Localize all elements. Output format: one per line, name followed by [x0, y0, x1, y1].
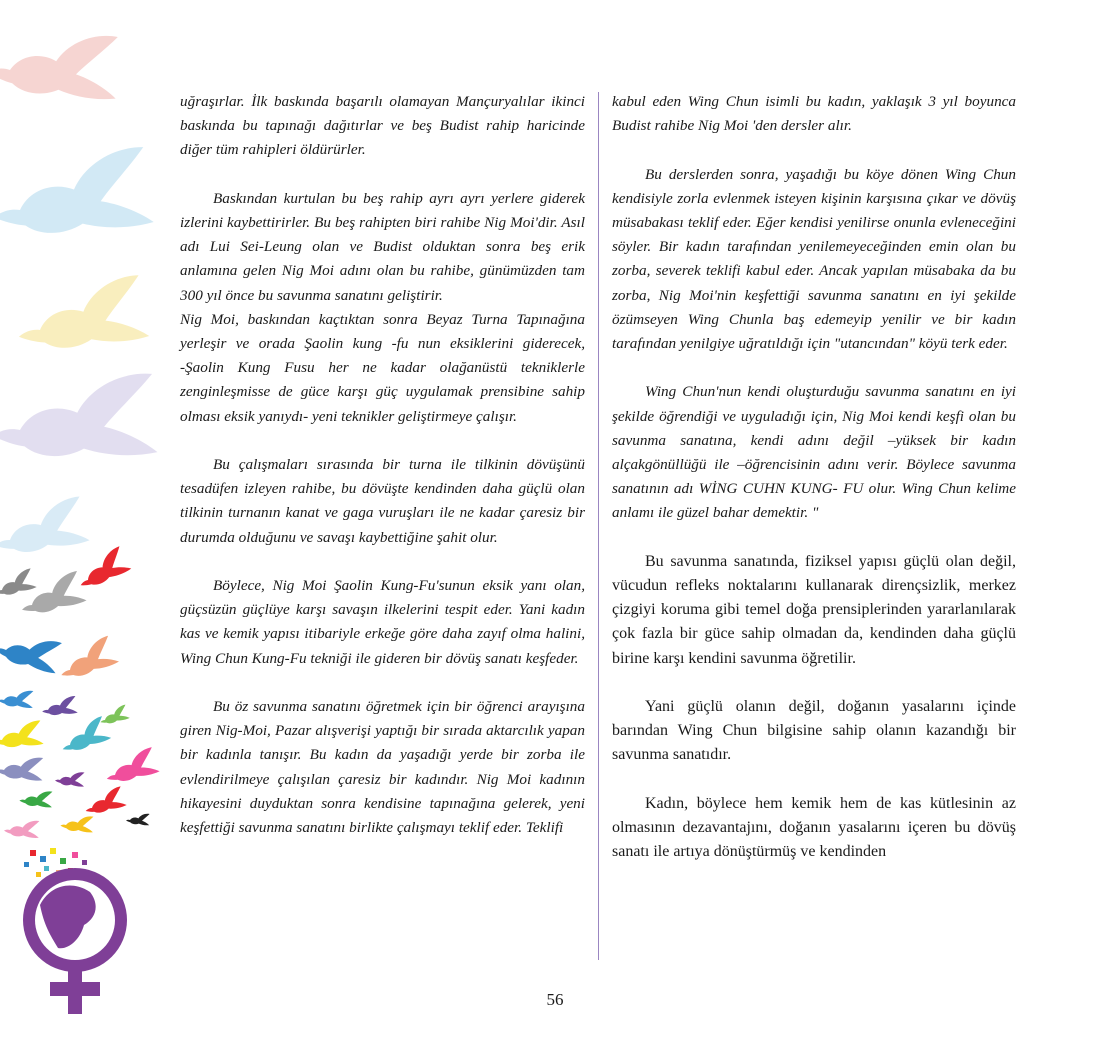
dove-icon [0, 36, 118, 99]
right-column [612, 90, 1016, 864]
paragraph: Bu öz savunma sanatını öğretmek için bir öğrenci arayışına giren Nig-Moi, Pazar alışverişi yaptığı bir sırada aktarcılık yapan bir kadınla tanışır. Bu kadın da yaşadığı yerde bir zorba ile evlendirilmeye çalışılan çaresiz bir kadındır. Nig Moi kadının hikayesini duyduktan sonra kendisine tapınağına gelerek, yeni keşfettiği savunma sanatını birlikte çalışmayı teklif eder. Teklifi [180, 698, 585, 837]
paragraph: Yani güçlü olanın değil, doğanın yasalarını içinde barından Wing Chun bilgisine sahip olanın kazandığı bir savunma sanatıdır. [612, 698, 1016, 764]
dove-icon [19, 791, 52, 807]
dove-icon [126, 814, 150, 826]
dove-icon [54, 635, 120, 686]
paragraph: kabul eden Wing Chun isimli bu kadın, yaklaşık 3 yıl boyunca Budist rahibe Nig Moi 'den dersler alır. [612, 93, 1016, 135]
dove-icon [40, 696, 78, 719]
paragraph: Nig Moi, baskından kaçtıktan sonra Beyaz Turna Tapınağına yerleşir ve orada Şaolin kung -fu nun eksiklerini giderecek, -Şaolin Kung Fusu her ne kadar olağanüstü tekniklerle zenginleşmisse de güce karşı güç uygulamak prensibine sahip olması eksik yanıydı- yeni teknikler geliştirmeye çalışır. [180, 310, 585, 425]
dove-icon [60, 816, 93, 832]
dove-icon [0, 720, 44, 752]
dove-icon [98, 704, 131, 728]
paragraph: Kadın, böylece hem kemik hem de kas kütlesinin az olmasının dezavantajını, doğanın yasalarını içeren bu dövüş sanatı ile artıya dönüştürmüş ve kendinden [612, 794, 1016, 861]
dove-icon [0, 758, 43, 781]
paragraph: Böylece, Nig Moi Şaolin Kung-Fu'sunun eksik yanı olan, güçsüzün güçlüye karşı savaşın ilkelerini tespit eder. Yani kadın kas ve kemik yapısı itibariyle erkeğe göre daha zayıf olma halini, Wing Chun Kung-Fu tekniği ile gideren bir dövüş sanatı keşfeder. [180, 577, 585, 667]
dove-icon [82, 786, 128, 819]
paragraph: Bu savunma sanatında, fiziksel yapısı güçlü olan değil, vücudun refleks noktalarını kullanarak dirençsizlik, merkez çizgiyi koruma gibi temel doğa prensiplerinden yararlanılarak çok fazla bir güce sahip olmadan da, kendinden daha güçlü birine karşı kendini savunma öğretilir. [612, 552, 1016, 667]
dove-icon [55, 772, 85, 786]
decorative-doves-illustration [0, 0, 175, 1054]
left-column [180, 90, 585, 840]
dove-icon [0, 691, 33, 708]
dove-icon [0, 372, 160, 469]
paragraph: Baskından kurtulan bu beş rahip ayrı ayrı yerlere giderek izlerini kaybettirirler. Bu beş rahipten biri rahibe Nig Moi'dir. Asıl adı Lui Sei-Leung olan ve Budist olduktan sonra beş erik anlamına gelen Nig Moi adını olan bu rahibe, günümüzden tam 300 yıl önce bu savunma sanatını geliştirir. [180, 189, 585, 304]
column-divider [598, 92, 599, 960]
paragraph: Wing Chun'nun kendi oluşturduğu savunma sanatını en iyi şekilde öğrendiği ve uyguladığı için, Nig Moi kendi keşfi olan bu savunma sanatına, kendi adını değil –yüksek bir kadın alçakgönüllüğü ile –öğrencisinin adını verir. Böylece savunma sanatının adı WİNG CUHN KUNG- FU olur. Wing Chun kelime anlamı ile güzel bahar demektir. " [612, 383, 1016, 522]
paragraph: Bu çalışmaları sırasında bir turna ile tilkinin dövüşünü tesadüfen izleyen rahibe, bu dövüşte kendinden daha güçlü olan tilkinin turnanın kanat ve gaga vuruşları ile ne kadar çaresiz bir durumda olduğunu ve savaşı kaybettiğine şahit olur. [180, 456, 585, 546]
dove-icon [0, 568, 37, 601]
dove-icon [0, 631, 62, 673]
dove-icon [102, 747, 161, 789]
dove-icon [0, 496, 91, 565]
dove-icon [4, 821, 39, 838]
page-number: 56 [546, 990, 564, 1009]
dove-icon [11, 274, 151, 363]
dove-icon [16, 571, 88, 623]
dove-icon [0, 146, 157, 250]
paragraph: uğraşırlar. İlk baskında başarılı olamayan Mançuryalılar ikinci baskında bu tapınağı dağıtırlar ve beş Budist rahip haricinde diğer tüm rahipleri öldürürler. [180, 93, 585, 159]
dove-icon [73, 546, 132, 595]
paragraph: Bu derslerden sonra, yaşadığı bu köye dönen Wing Chun kendisiyle zorla evlenmek isteyen kişinin karşısına çıkar ve dövüş müsabakası teklif eder. Eğer kendisi yenilirse onunla evleneceğini söyler. Bir kadın tarafından yenilemeyeceğinden emin olan bu zorba, severek teklifi kabul eder. Ancak yapılan müsabaka da bu zorba, Nig Moi'nin keşfettiği savunma sanatını en iyi şekilde özümseyen Wing Chunla baş edemeyip yenilir ve bir kadın tarafından yenilgiye uğratıldığı için "utancından" köyü terk eder. [612, 165, 1016, 353]
